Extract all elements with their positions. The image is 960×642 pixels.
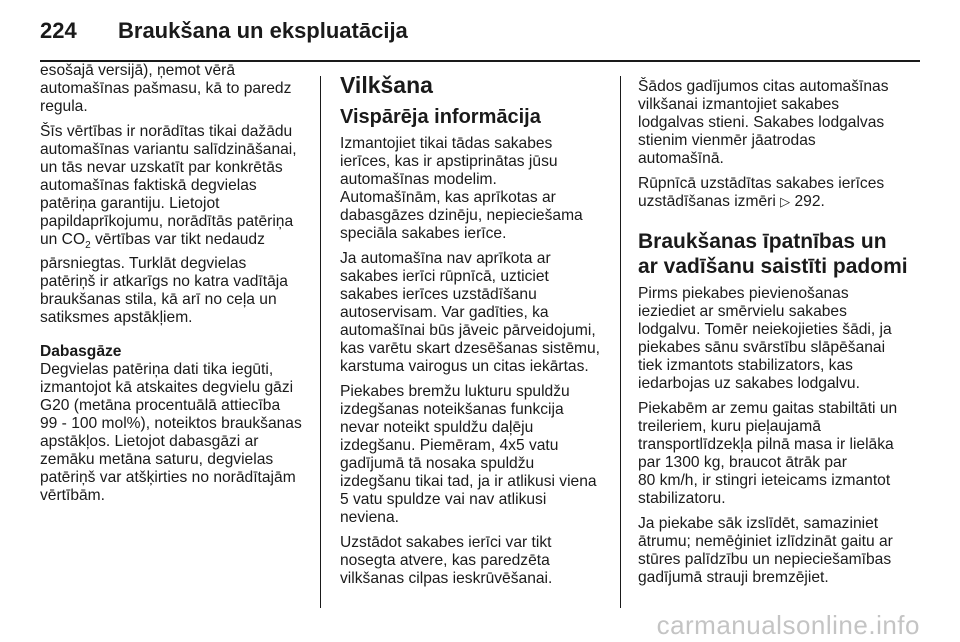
column-right bbox=[638, 62, 910, 594]
watermark: carmanualsonline.info bbox=[656, 610, 920, 640]
column-divider bbox=[320, 76, 321, 608]
paragraph: esošajā versijā), ņemot vērā automašīnas pašmasu, kā to paredz regula. bbox=[40, 62, 292, 115]
paragraph: Izmantojiet tikai tādas sakabes ierīces, kas ir apstiprinātas jūsu automašīnas modelim. Automašīnām, kas aprīkotas ar dabasgāzes dzinēju, nepieciešama speciāla sakabes ierīce. bbox=[340, 135, 583, 242]
column-divider bbox=[620, 76, 621, 608]
subsection-heading: Vispārēja informācija bbox=[340, 106, 541, 128]
column-middle bbox=[340, 62, 608, 595]
arrow-right-icon: ▷ bbox=[780, 194, 791, 209]
column-left bbox=[40, 62, 312, 512]
paragraph: Šādos gadījumos citas automašīnas vilkšanai izmantojiet sakabes lodgalvas stieni. Sakabes lodgalvas stienim vienmēr jāatrodas automašīnā. bbox=[638, 78, 889, 167]
paragraph: Piekabēm ar zemu gaitas stabiltāti un treileriem, kuru pieļaujamā transportlīdzekļa pilnā masa ir lielāka par 1300 kg, braucot ātrāk par 80 km/h, ir stingri ieteicams izmantot stabilizatoru. bbox=[638, 400, 898, 507]
paragraph: Piekabes bremžu lukturu spuldžu izdegšanas noteikšanas funkcija nevar noteikt spuldžu daļēju izdegšanu. Piemēram, 4x5 vatu gadījumā tā nosaka spuldžu izdegšanu tikai tad, ja ir atlikusi viena 5 vatu spuldze vai nav atlikusi neviena. bbox=[340, 383, 597, 526]
paragraph: Degvielas patēriņa dati tika iegūti, izmantojot kā atskaites degvielu gāzi G20 (metāna procentuālā attiecība 99 - 100 mol%), noteiktos braukšanas apstākļos. Lietojot dabasgāzi ar zemāku metāna saturu, degvielas patēriņš var atšķirties no norādītajām vērtībām. bbox=[40, 361, 302, 505]
co2-line: un $CO_2$ vērtības var tikt nedaudz bbox=[40, 231, 265, 252]
paragraph: Šīs vērtības ir norādītas tikai dažādu automašīnas variantu salīdzināšanai, un tās nevar uzskatīt par konkrētās automašīnas faktiskā degvielas patēriņa garantiju. Lietojot papildaprīkojumu, norādītās patēriņa un $CO_2$ vērtības var tikt nedaudz pārsniegtas. Turklāt degvielas patēriņš ir atkarīgs no katra vadītāja braukšanas stila, kā arī no ceļa un satiksmes apstākļiem. bbox=[40, 123, 312, 327]
section-heading: Vilkšana bbox=[340, 72, 433, 98]
page-reference: uzstādīšanas izmēri ▷ 292. bbox=[638, 193, 825, 210]
page-number: 224 bbox=[40, 18, 77, 43]
subheading: Dabasgāze bbox=[40, 343, 122, 361]
subsection-heading: Braukšanas īpatnības un ar vadīšanu saistīti padomi bbox=[638, 230, 908, 278]
paragraph: Ja piekabe sāk izslīdēt, samaziniet ātrumu; nemēģiniet izlīdzināt gaitu ar stūres palīdzību un nepieciešamības gadījumā strauji bremzējiet. bbox=[638, 515, 893, 586]
page-header bbox=[40, 8, 920, 62]
paragraph: Uzstādot sakabes ierīci var tikt nosegta atvere, kas paredzēta vilkšanas cilpas ieskrūvēšanai. bbox=[340, 534, 553, 587]
page-title: Braukšana un ekspluatācija bbox=[118, 18, 408, 43]
paragraph: Pirms piekabes pievienošanas ieziediet ar smērvielu sakabes lodgalvu. Tomēr neiekojieties šādi, ja piekabes sānu svārstību slāpēšanai tiek izmantots stabilizators, kas iedarbojas uz sakabes lodgalvu. bbox=[638, 285, 892, 392]
paragraph: Rūpnīcā uzstādītas sakabes ierīces uzstādīšanas izmēri ▷ 292. bbox=[638, 175, 910, 211]
paragraph: Ja automašīna nav aprīkota ar sakabes ierīci rūpnīcā, uzticiet sakabes ierīces uzstādīšanu autoservisam. Var gadīties, ka automašīnai būs jāveic pārveidojumi, kas varētu skart dzesēšanas sistēmu, karstuma vairogus un citas iekārtas. bbox=[340, 250, 601, 375]
